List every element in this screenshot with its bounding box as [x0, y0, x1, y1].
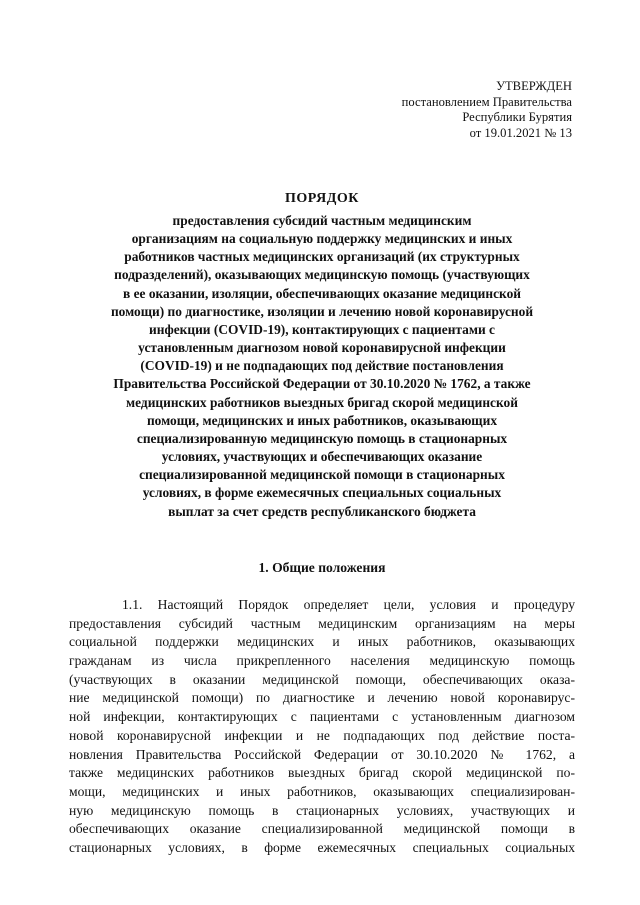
body-line: также медицинских работников выездных бригад скорой медицинской по- [69, 765, 575, 781]
body-line: предоставления субсидий частным медицинским организациям на меры [69, 615, 575, 631]
subtitle-line: выплат за счет средств республиканского бюджета [168, 503, 476, 519]
subtitle-line: предоставления субсидий частным медицинским [172, 213, 472, 228]
body-line: ной инфекции, контактирующих с пациентами с установленным диагнозом [69, 709, 575, 725]
subtitle-line: условиях, участвующих и обеспечивающих оказание [161, 449, 483, 465]
subtitle-line: (COVID-19) и не подпадающих под действие постановления [140, 358, 504, 374]
body-line: новления Правительства Российской Федерации от 30.10.2020 № 1762, а [69, 746, 575, 762]
body-line: (участвующих в оказании медицинской помощи, обеспечивающих оказа- [69, 671, 575, 687]
subtitle-line: инфекции (COVID-19), контактирующих с пациентами с [149, 321, 495, 337]
subtitle-line: условиях, в форме ежемесячных специальных социальных [142, 485, 502, 501]
subtitle-line: установленным диагнозом новой коронавирусной инфекции [138, 340, 506, 356]
body-line: стационарных условиях, в форме ежемесячных специальных социальных [69, 839, 575, 855]
section-body [69, 596, 575, 858]
subtitle-line: в ее оказании, изоляции, обеспечивающих оказание медицинской [123, 285, 521, 301]
body-line: мощи, медицинских и иных работников, оказывающих специализирован- [69, 783, 575, 799]
approval-stamp [402, 79, 572, 141]
document-title-block [70, 190, 574, 521]
body-line: социальной поддержки медицинских и иных работников, оказывающих [69, 634, 575, 650]
approval-line: постановлением Правительства [401, 94, 572, 109]
body-line: ние медицинской помощи) по диагностике и лечению новой коронавирус- [69, 690, 575, 706]
subtitle-line: организациям на социальную поддержку медицинских и иных [131, 231, 513, 247]
subtitle-line: помощи) по диагностике, изоляции и лечению новой коронавирусной [110, 303, 534, 319]
subtitle-line: медицинских работников выездных бригад скорой медицинской [126, 394, 518, 410]
subtitle-line: работников частных медицинских организаций (их структурных [124, 249, 520, 265]
subtitle-line: подразделений), оказывающих медицинскую помощь (участвующих [114, 267, 530, 283]
section-heading: 1. Общие положения [258, 560, 386, 575]
body-line: 1.1. Настоящий Порядок определяет цели, условия и процедуру [122, 597, 575, 612]
body-line: новой коронавирусной инфекции и не подпадающих под действие поста- [69, 727, 575, 743]
approval-line: от 19.01.2021 № 13 [469, 125, 572, 140]
subtitle-line: Правительства Российской Федерации от 30.10.2020 № 1762, а также [113, 376, 531, 392]
subtitle-line: помощи, медицинских и иных работников, оказывающих [146, 412, 498, 428]
subtitle-line: специализированную медицинскую помощь в стационарных [136, 430, 508, 446]
approval-line: Республики Бурятия [462, 110, 572, 124]
approval-line: УТВЕРЖДЕН [496, 79, 572, 93]
body-line: ную медицинскую помощь в стационарных условиях, участвующих и [69, 802, 575, 818]
document-title: ПОРЯДОК [285, 191, 359, 206]
subtitle-line: специализированной медицинской помощи в стационарных [139, 467, 505, 483]
body-line: обеспечивающих оказание специализированной медицинской помощи в [69, 821, 575, 837]
body-line: гражданам из числа прикрепленного населения медицинскую помощь [69, 653, 575, 669]
